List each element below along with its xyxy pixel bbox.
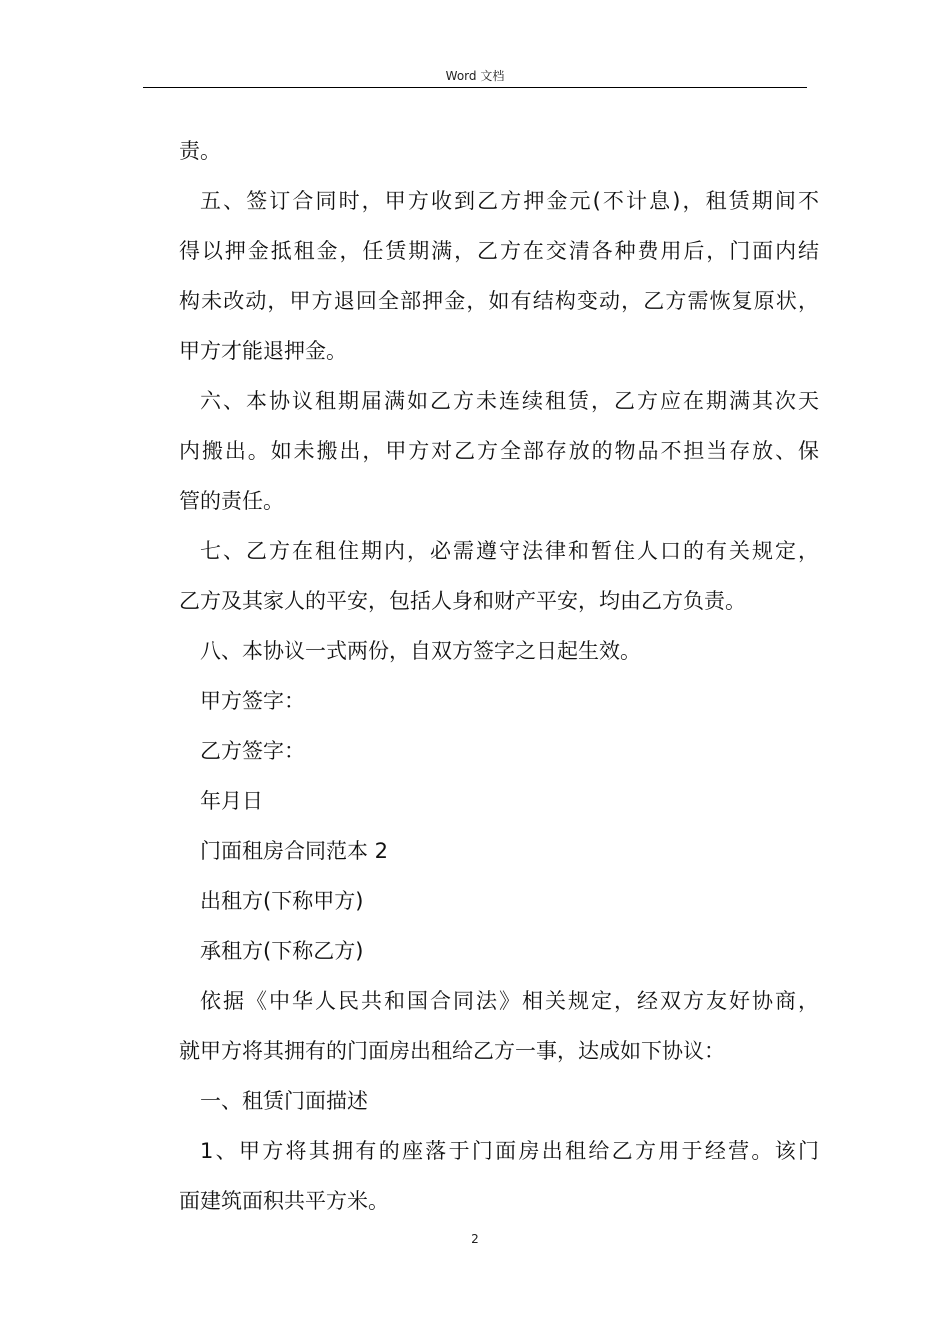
paragraph-line: 内搬出。如未搬出，甲方对乙方全部存放的物品不担当存放、保 [179,439,819,463]
paragraph-line: 出租方(下称甲方) [200,889,364,913]
date-line: 年月日 [200,789,263,813]
section-title: 门面租房合同范本 2 [200,839,389,863]
paragraph-line: 乙方及其家人的平安，包括人身和财产平安，均由乙方负责。 [179,589,746,613]
page-header-title: Word 文档 [445,69,505,83]
header-divider [143,87,807,88]
paragraph-line: 构未改动，甲方退回全部押金，如有结构变动，乙方需恢复原状， [179,289,819,313]
document-body [179,126,819,1226]
paragraph-line: 得以押金抵租金，任赁期满，乙方在交清各种费用后，门面内结 [179,239,819,263]
signature-line-party-b: 乙方签字： [200,739,305,763]
paragraph-line: 责。 [179,139,221,163]
paragraph-line: 管的责任。 [179,489,284,513]
paragraph-line: 1、甲方将其拥有的座落于门面房出租给乙方用于经营。该门 [200,1139,819,1163]
paragraph-line: 就甲方将其拥有的门面房出租给乙方一事，达成如下协议： [179,1039,725,1063]
page-number: 2 [471,1232,479,1246]
paragraph-line: 甲方才能退押金。 [179,339,347,363]
paragraph-line: 依据《中华人民共和国合同法》相关规定，经双方友好协商， [200,989,819,1013]
paragraph-line: 六、本协议租期届满如乙方未连续租赁，乙方应在期满其次天 [200,389,819,413]
paragraph-line: 八、本协议一式两份，自双方签字之日起生效。 [200,639,641,663]
paragraph-line: 面建筑面积共平方米。 [179,1189,389,1213]
paragraph-line: 七、乙方在租住期内，必需遵守法律和暂住人口的有关规定， [200,539,819,563]
paragraph-line: 五、签订合同时，甲方收到乙方押金元(不计息)，租赁期间不 [200,189,819,213]
paragraph-line: 一、租赁门面描述 [200,1089,368,1113]
paragraph-line: 承租方(下称乙方) [200,939,364,963]
signature-line-party-a: 甲方签字： [200,689,305,713]
